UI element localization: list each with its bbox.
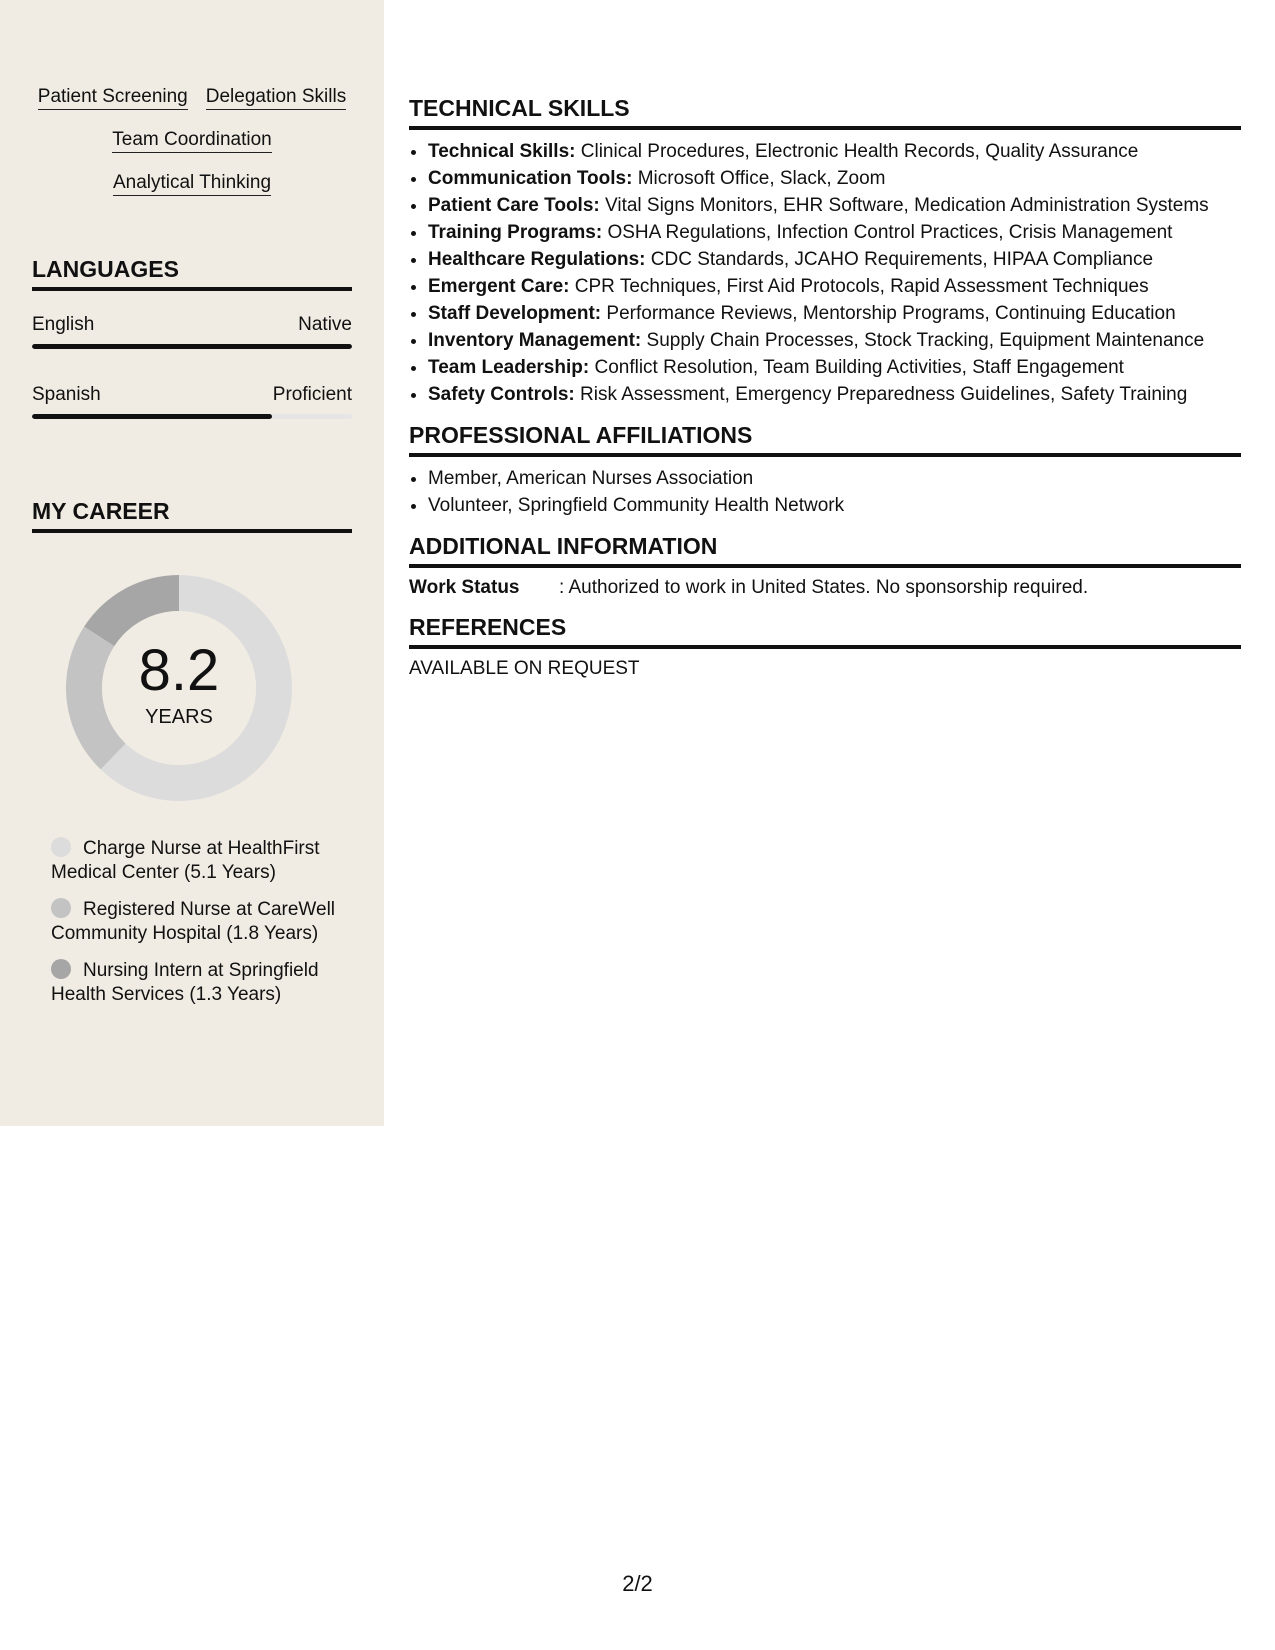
language-row: [32, 314, 352, 336]
language-name: Spanish: [32, 384, 101, 405]
skill-category-label: Training Programs:: [428, 222, 603, 243]
skill-category-label: Safety Controls:: [428, 384, 575, 405]
skill-category-label: Emergent Care:: [428, 276, 570, 297]
skill-tag: Analytical Thinking: [113, 172, 271, 196]
skill-category-value: Conflict Resolution, Team Building Activities, Staff Engagement: [594, 357, 1124, 378]
skill-category-label: Inventory Management:: [428, 330, 642, 351]
career-legend-item: [51, 898, 341, 946]
language-proficiency-fill: [32, 344, 352, 349]
language-level: Proficient: [272, 384, 352, 405]
skill-category-label: Patient Care Tools:: [428, 195, 600, 216]
skill-tag: Delegation Skills: [206, 86, 346, 110]
skill-category-value: OSHA Regulations, Infection Control Practices, Crisis Management: [607, 222, 1173, 243]
skill-tags: [32, 86, 352, 196]
additional-info-section: [409, 532, 1241, 600]
sidebar: [0, 0, 384, 1126]
technical-skills-heading: TECHNICAL SKILLS: [409, 94, 1241, 130]
technical-skill-item: [428, 273, 1241, 300]
language-row: [32, 384, 352, 406]
career-legend-item: [51, 837, 341, 885]
technical-skill-item: [428, 138, 1241, 165]
technical-skill-item: [428, 192, 1241, 219]
language-proficiency-bar: [32, 344, 352, 349]
skill-category-label: Communication Tools:: [428, 168, 633, 189]
technical-skill-item: [428, 327, 1241, 354]
affiliations-section: [409, 421, 1241, 519]
career-total-years: 8.2: [138, 638, 220, 703]
work-status-label: Work Status: [409, 577, 520, 598]
career-heading: MY CAREER: [32, 497, 352, 533]
career-role-label: Charge Nurse at HealthFirst Medical Center (5.1 Years): [51, 838, 320, 883]
technical-skill-item: [428, 246, 1241, 273]
career-legend: [51, 837, 341, 1020]
career-total-unit: YEARS: [145, 706, 213, 728]
skill-category-value: CDC Standards, JCAHO Requirements, HIPAA Compliance: [650, 249, 1154, 270]
technical-skill-item: [428, 219, 1241, 246]
technical-skill-item: [428, 300, 1241, 327]
work-status-value: : Authorized to work in United States. No sponsorship required.: [559, 577, 1089, 598]
skill-category-label: Staff Development:: [428, 303, 602, 324]
career-donut-center: [66, 575, 292, 801]
affiliations-heading: PROFESSIONAL AFFILIATIONS: [409, 421, 1241, 457]
main-content: [409, 94, 1241, 694]
career-legend-item: [51, 959, 341, 1007]
legend-dot-icon: [51, 898, 71, 918]
technical-skills-section: [409, 94, 1241, 408]
skill-tag: Patient Screening: [38, 86, 188, 110]
career-role-label: Registered Nurse at CareWell Community Hospital (1.8 Years): [51, 899, 336, 944]
technical-skill-item: [428, 381, 1241, 408]
skill-category-value: Vital Signs Monitors, EHR Software, Medication Administration Systems: [605, 195, 1209, 216]
language-name: English: [32, 314, 95, 335]
skill-category-value: Microsoft Office, Slack, Zoom: [637, 168, 886, 189]
skill-category-label: Healthcare Regulations:: [428, 249, 646, 270]
languages-heading: LANGUAGES: [32, 255, 352, 291]
technical-skill-item: [428, 165, 1241, 192]
legend-dot-icon: [51, 959, 71, 979]
skill-category-label: Team Leadership:: [428, 357, 590, 378]
language-proficiency-fill: [32, 414, 272, 419]
skill-category-label: Technical Skills:: [428, 141, 576, 162]
skill-category-value: Supply Chain Processes, Stock Tracking, Equipment Maintenance: [646, 330, 1205, 351]
references-heading: REFERENCES: [409, 613, 1241, 649]
skill-category-value: Clinical Procedures, Electronic Health Records, Quality Assurance: [580, 141, 1139, 162]
skill-category-value: Performance Reviews, Mentorship Programs, Continuing Education: [606, 303, 1176, 324]
skill-category-value: Risk Assessment, Emergency Preparedness Guidelines, Safety Training: [580, 384, 1188, 405]
work-status-row: [409, 576, 1241, 600]
career-donut-chart: [66, 575, 292, 801]
affiliation-item: • Member, American Nurses Association: [428, 465, 1241, 492]
references-section: [409, 613, 1241, 681]
language-level: Native: [298, 314, 352, 335]
additional-info-heading: ADDITIONAL INFORMATION: [409, 532, 1241, 568]
technical-skills-list: [409, 138, 1241, 408]
affiliation-item: • Volunteer, Springfield Community Health Network: [428, 492, 1241, 519]
skill-tag: Team Coordination: [112, 129, 271, 153]
references-text: AVAILABLE ON REQUEST: [409, 658, 640, 679]
page-number: 2/2: [622, 1571, 653, 1596]
affiliations-list: [409, 465, 1241, 519]
language-proficiency-bar: [32, 414, 352, 419]
skill-category-value: CPR Techniques, First Aid Protocols, Rapid Assessment Techniques: [574, 276, 1149, 297]
legend-dot-icon: [51, 837, 71, 857]
career-role-label: Nursing Intern at Springfield Health Services (1.3 Years): [51, 960, 319, 1005]
technical-skill-item: [428, 354, 1241, 381]
